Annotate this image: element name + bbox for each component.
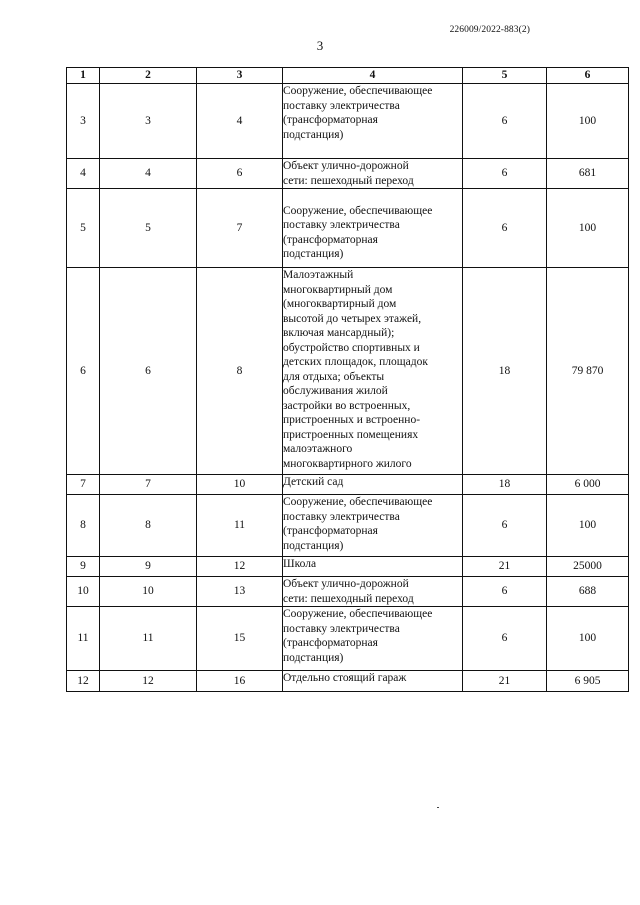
description-line: малоэтажного [283,443,353,455]
cell-c6: 100 [547,84,629,159]
table-row [67,495,629,557]
description-line: сети: пешеходный переход [283,174,414,187]
page-number: 3 [316,38,324,53]
table-row [67,475,629,495]
cell-c5: 6 [463,577,547,607]
description-line: детских площадок, площадок [283,356,428,368]
cell-c3: 12 [197,557,283,577]
table-row [67,268,629,475]
scan-speck [437,807,439,808]
cell-c1: 11 [67,607,100,671]
cell-c1: 5 [67,189,100,268]
column-header: 2 [100,68,197,84]
cell-description [283,475,463,495]
cell-c5: 18 [463,268,547,475]
cell-c5: 6 [463,495,547,557]
cell-c3: 7 [197,189,283,268]
cell-c2: 9 [100,557,197,577]
cell-c5: 21 [463,557,547,577]
cell-c6: 681 [547,159,629,189]
description-line: пристроенных помещениях [283,428,419,441]
description-line: Объект улично-дорожной [283,160,409,172]
cell-description [283,557,463,577]
table-row [67,189,629,268]
column-header: 3 [197,68,283,84]
description-line: пристроенных и встроенно- [283,414,421,426]
cell-c5: 6 [463,607,547,671]
description-line: Сооружение, обеспечивающее [283,608,433,620]
cell-description [283,671,463,692]
cell-c3: 4 [197,84,283,159]
description-line: (трансформаторная [283,525,378,537]
cell-c6: 79 870 [547,268,629,475]
cell-c2: 4 [100,159,197,189]
cell-c1: 12 [67,671,100,692]
column-header: 6 [547,68,629,84]
description-line: для отдыха; объекты [283,370,385,383]
description-line: Детский сад [283,476,344,488]
cell-c2: 3 [100,84,197,159]
description-line: поставку электричества [283,99,400,112]
column-header: 4 [283,68,463,84]
cell-c1: 9 [67,557,100,577]
cell-c2: 5 [100,189,197,268]
description-line: поставку электричества [283,510,400,523]
description-line: поставку электричества [283,219,400,231]
cell-c1: 4 [67,159,100,189]
cell-description [283,495,463,557]
cell-c1: 7 [67,475,100,495]
cell-c3: 13 [197,577,283,607]
description-line: Объект улично-дорожной [283,578,409,590]
cell-c1: 3 [67,84,100,159]
description-line: Школа [283,558,317,570]
cell-c2: 6 [100,268,197,475]
cell-c3: 15 [197,607,283,671]
column-header: 5 [463,68,547,84]
document-id: 226009/2022-883(2) [449,25,530,35]
description-line: сети: пешеходный переход [283,592,414,605]
description-line: Сооружение, обеспечивающее [283,496,433,508]
cell-c1: 10 [67,577,100,607]
table-row [67,671,629,692]
cell-description [283,159,463,189]
description-line: включая мансардный); [283,327,395,339]
cell-c3: 11 [197,495,283,557]
cell-c1: 8 [67,495,100,557]
table-row [67,577,629,607]
description-line: подстанция) [283,651,344,664]
cell-c6: 100 [547,495,629,557]
description-line: подстанция) [283,128,344,141]
cell-c2: 8 [100,495,197,557]
cell-c5: 18 [463,475,547,495]
cell-c1: 6 [67,268,100,475]
cell-c3: 6 [197,159,283,189]
cell-c6: 6 905 [547,671,629,692]
table-body [67,84,629,692]
description-line: поставку электричества [283,622,400,635]
description-line: (трансформаторная [283,637,378,649]
cell-c6: 100 [547,607,629,671]
cell-c6: 25000 [547,557,629,577]
cell-c6: 6 000 [547,475,629,495]
description-line: (трансформаторная [283,233,378,246]
description-line: обслуживания жилой [283,385,388,397]
description-line: многоквартирный дом [283,283,393,296]
description-line: высотой до четырех этажей, [283,312,422,325]
description-line: подстанция) [283,248,344,260]
cell-c6: 688 [547,577,629,607]
table-row [67,84,629,159]
column-header: 1 [67,68,100,84]
cell-c3: 8 [197,268,283,475]
cell-c5: 21 [463,671,547,692]
cell-c5: 6 [463,189,547,268]
cell-c2: 12 [100,671,197,692]
cell-c5: 6 [463,159,547,189]
description-line: многоквартирного жилого [283,457,412,470]
table-row [67,159,629,189]
cell-c2: 7 [100,475,197,495]
table-row [67,607,629,671]
cell-description [283,84,463,159]
header-row [67,68,629,84]
table-row [67,557,629,577]
description-line: застройки во встроенных, [283,399,411,412]
land-use-table [66,67,629,692]
description-line: обустройство спортивных и [283,341,420,354]
description-line: Сооружение, обеспечивающее [283,204,433,217]
cell-c5: 6 [463,84,547,159]
cell-c2: 10 [100,577,197,607]
description-line: (многоквартирный дом [283,298,397,310]
cell-c3: 10 [197,475,283,495]
description-line [283,189,462,204]
cell-description [283,268,463,475]
description-line: Сооружение, обеспечивающее [283,85,433,97]
cell-description [283,189,463,268]
cell-description [283,607,463,671]
description-line: Малоэтажный [283,269,354,281]
description-line: (трансформаторная [283,114,378,126]
cell-c3: 16 [197,671,283,692]
cell-c6: 100 [547,189,629,268]
description-line: подстанция) [283,539,344,552]
description-line: Отдельно стоящий гараж [283,672,407,684]
cell-description [283,577,463,607]
cell-c2: 11 [100,607,197,671]
